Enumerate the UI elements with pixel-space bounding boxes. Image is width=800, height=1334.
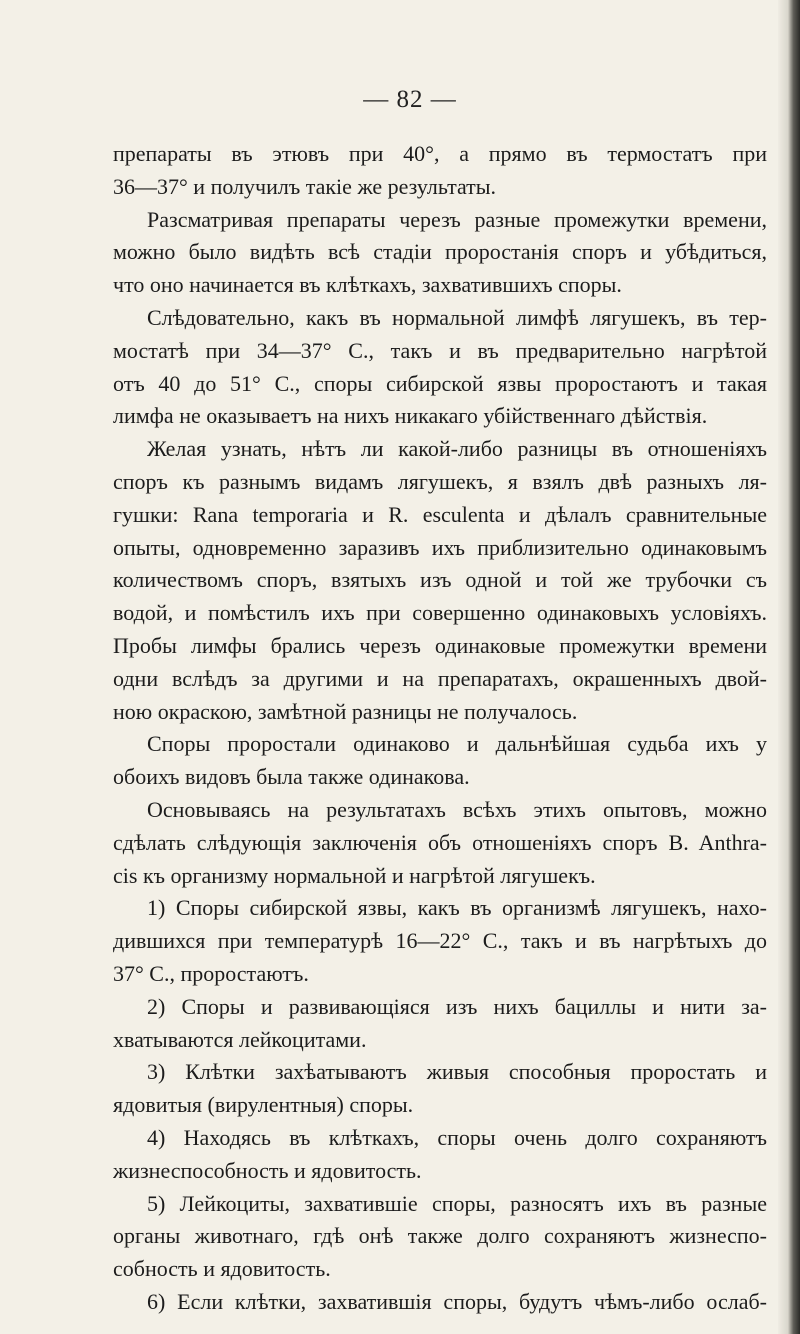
text-line: собность и ядовитость. bbox=[113, 1256, 331, 1282]
text-line: мостатѣ при 34—37° С., такъ и въ предварительно нагрѣтой bbox=[113, 337, 767, 363]
text-line: гушки: Rana temporaria и R. esculenta и дѣлалъ сравнительные bbox=[113, 501, 767, 527]
text-line: 4) Находясь въ клѣткахъ, споры очень долго сохраняютъ bbox=[147, 1124, 767, 1150]
text-line: ною окраскою, замѣтной разницы не получалось. bbox=[113, 698, 578, 724]
text-line: 1) Споры сибирской язвы, какъ въ организмѣ лягушекъ, нахо- bbox=[147, 895, 767, 921]
text-line: 2) Споры и развивающіяся изъ нихъ бациллы и нити за- bbox=[147, 993, 767, 1019]
page-binding-edge bbox=[778, 0, 800, 1334]
text-line: ядовитыя (вирулентныя) споры. bbox=[113, 1092, 414, 1118]
text-line: лимфа не оказываетъ на нихъ никакаго убійственнаго дѣйствія. bbox=[113, 403, 708, 429]
text-line: отъ 40 до 51° С., споры сибирской язвы проростаютъ и такая bbox=[113, 370, 767, 396]
text-line: Споры проростали одинаково и дальнѣйшая судьба ихъ у bbox=[147, 731, 767, 757]
text-line: органы животнаго, гдѣ онѣ также долго сохраняютъ жизнеспо- bbox=[113, 1223, 767, 1249]
text-line: 36—37° и получилъ такіе же результаты. bbox=[113, 173, 497, 199]
text-line: обоихъ видовъ была также одинакова. bbox=[113, 764, 470, 790]
text-line: количествомъ споръ, взятыхъ изъ одной и той же трубочки съ bbox=[113, 567, 767, 593]
text-line: Слѣдовательно, какъ въ нормальной лимфѣ лягушекъ, въ тер- bbox=[147, 304, 767, 330]
text-line: хватываются лейкоцитами. bbox=[113, 1026, 367, 1052]
text-line: Основываясь на результатахъ всѣхъ этихъ опытовъ, можно bbox=[147, 796, 767, 822]
text-line: водой, и помѣстилъ ихъ при совершенно одинаковыхъ условіяхъ. bbox=[113, 600, 767, 626]
text-line: препараты въ этювъ при 40°, а прямо въ термостатъ при bbox=[113, 141, 767, 166]
text-line: Пробы лимфы брались черезъ одинаковые промежутки времени bbox=[113, 632, 767, 658]
text-line: cis къ организму нормальной и нагрѣтой лягушекъ. bbox=[113, 862, 596, 888]
text-line: споръ къ разнымъ видамъ лягушекъ, я взялъ двѣ разныхъ ля- bbox=[113, 468, 767, 494]
text-line: Разсматривая препараты черезъ разные промежутки времени, bbox=[147, 206, 767, 232]
text-line: 3) Клѣтки захѣатываютъ живыя способныя проростать и bbox=[147, 1059, 767, 1085]
text-line: сдѣлать слѣдующія заключенія объ отношеніяхъ споръ B. Anthra- bbox=[113, 829, 767, 855]
text-line: дившихся при температурѣ 16—22° С., такъ и въ нагрѣтыхъ до bbox=[113, 928, 767, 954]
text-line: 5) Лейкоциты, захватившіе споры, разносятъ ихъ въ разные bbox=[147, 1190, 767, 1216]
text-line: что оно начинается въ клѣткахъ, захватившихъ споры. bbox=[113, 272, 622, 298]
text-line: можно было видѣть всѣ стадіи проростанія споръ и убѣдиться, bbox=[113, 239, 767, 265]
body-text bbox=[113, 138, 767, 1319]
text-line: 37° С., проростаютъ. bbox=[113, 960, 309, 986]
text-line: опыты, одновременно заразивъ ихъ приблизительно одинаковымъ bbox=[113, 534, 767, 560]
page-number: — 82 — bbox=[363, 86, 457, 113]
text-line: одни вслѣдъ за другими и на препаратахъ, окрашенныхъ двой- bbox=[113, 665, 767, 691]
text-line: 6) Если клѣтки, захватившія споры, будутъ чѣмъ-либо ослаб- bbox=[147, 1288, 767, 1314]
text-line: Желая узнать, нѣтъ ли какой-либо разницы въ отношеніяхъ bbox=[147, 436, 767, 462]
text-line: жизнеспособность и ядовитость. bbox=[113, 1157, 422, 1183]
